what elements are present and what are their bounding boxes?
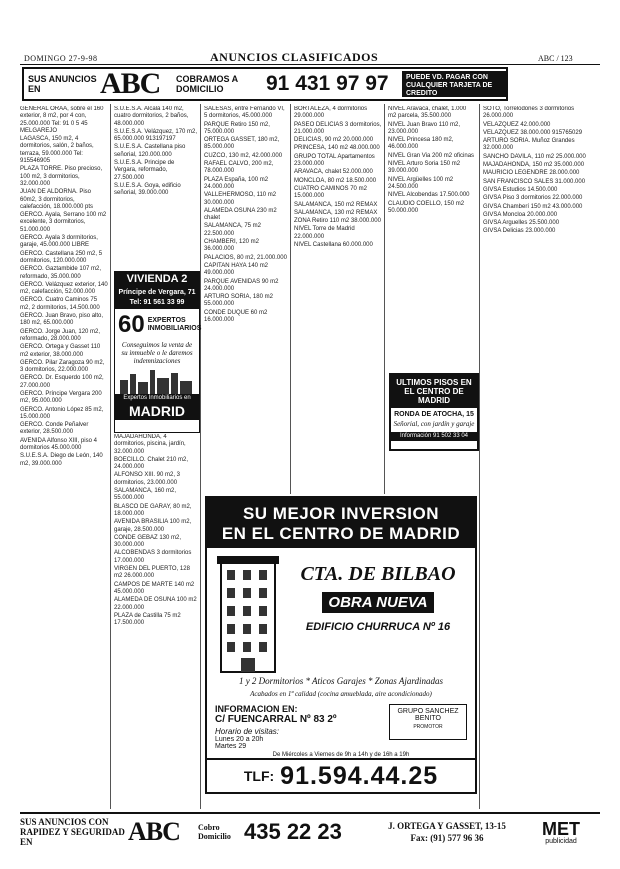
banner-left-text: SUS ANUNCIOS EN [28, 74, 97, 94]
classified-listing: S.U.E.S.A. Diego de León, 140 m2, 39.000.000 [20, 453, 103, 467]
classified-listing: CAPITAN HAYA 140 m2 49.000.000 [204, 262, 269, 277]
column-divider [384, 104, 385, 494]
header-rule [20, 64, 600, 65]
classified-listing: CONDE GEBAZ 130 m2, 30.000.000 [114, 534, 182, 549]
classified-listing: S.U.E.S.A. Goya, edificio señorial, 39.000.000 [114, 182, 181, 197]
classified-listing: NIVEL Gran Via 200 m2 oficinas [388, 152, 475, 159]
classified-listing: AVENIDA Alfonso XIII, piso 4 dormitorios 45.000.000 [20, 437, 97, 452]
classified-listing: S.U.E.S.A. Principe de Vergara, reformado, 27.500.000 [114, 160, 175, 181]
classified-listing: BOECILLO. Chalet 210 m2, 24.000.000 [114, 456, 189, 471]
classified-listing: GERCO. Castellana 250 m2, 5 dormitorios, 120.000.000 [20, 250, 103, 264]
ad-lunes: Lunes 20 a 20h [215, 736, 264, 743]
classified-listing: GERCO. Ayala, Serrano 100 m2 excelente, 3 dormitorios, 51.000.000 [20, 212, 107, 233]
ad-grupo: GRUPO SANCHEZ BENITO [397, 708, 459, 722]
ad-headline-1: SU MEJOR INVERSION [242, 504, 440, 523]
column-divider [479, 104, 480, 809]
classified-listing: AVENIDA BRASILIA 100 m2, garaje, 28.500.000 [114, 519, 192, 533]
classified-listing: NIVEL Aravaca, chalet, 1.000 m2 parcela, 35.500.000 [388, 106, 467, 120]
classified-listing: CAMPOS DE MARTE 140 m2 45.000.000 [114, 581, 195, 595]
classified-listing: MONCLOA, 80 m2 18.500.000 [294, 177, 377, 184]
classified-listing: SOTO, Torrelodones 3 dormitorios 26.000.000 [483, 106, 575, 120]
banner-right-text: PUEDE VD. PAGAR CON CUALQUIER TARJETA DE CREDITO [402, 71, 506, 97]
footer-left-text: SUS ANUNCIOS CON RAPIDEZ Y SEGURIDAD EN [20, 817, 125, 847]
classified-listing: NIVEL Princesa 180 m2, 46.000.000 [388, 137, 454, 151]
ad-tlf: 91.594.44.25 [280, 761, 439, 790]
ad-martes: Martes 29 [215, 743, 247, 750]
classified-listing: PLAZA TORRE. Piso precioso, 100 m2, 3 dormitorios, 32.000.000 [20, 166, 103, 187]
classified-listing: ALCOBENDAS 3 dormitorios 17.000.000 [114, 550, 192, 564]
classified-listing: GERCO. Jorge Juan, 120 m2, reformado, 28.000.000 [20, 328, 101, 342]
classified-listing: VIRGEN DEL PUERTO, 128 m2 26.000.000 [114, 566, 190, 580]
footer-rule [20, 812, 600, 814]
classified-listing: RAFAEL CALVO, 200 m2, 78.000.000 [204, 161, 274, 175]
classified-listing: VELAZQUEZ 42.000.000 [483, 121, 551, 128]
vivienda-slogan: Conseguimos la venta de su inmueble o le daremos indemnizaciones [121, 341, 193, 365]
classified-listing: GERCO. Pilar Zaragoza 90 m2, 3 dormitorios, 22.000.000 [20, 359, 105, 374]
classified-listing: PALACIOS, 80 m2, 21.000.000 [204, 254, 287, 261]
classified-listing: GIVSA Moncloa 20.000.000 [483, 211, 558, 218]
classified-listing: MAJADAHONDA, 150 m2 35.000.000 [483, 162, 585, 169]
classified-listing: GERCO. Cuatro Caminos 75 m2, 2 dormitorios, 14.500.000 [20, 297, 100, 311]
classified-listing: CLAUDIO COELLO, 150 m2 50.000.000 [388, 200, 465, 214]
classified-listing: SALAMANCA, 160 m2, 55.000.000 [114, 488, 177, 502]
classified-listing: SALAMANCA, 130 m2 REMAX [294, 209, 378, 216]
classified-listing: ARAVACA, chalet 52.000.000 [294, 169, 373, 176]
vivienda-number: 60 [118, 311, 145, 338]
classified-listing: GERCO. Antonio López 85 m2, 15.000.000 [20, 406, 104, 420]
ad-info-title: INFORMACION EN: [215, 704, 298, 714]
ad-horario: Horario de visitas: [215, 727, 280, 736]
vivienda-2-ad [114, 271, 200, 433]
vivienda-title: VIVIENDA 2 [115, 272, 199, 287]
building-illustration [213, 554, 283, 674]
classified-listing: GERCO. Gaztambide 107 m2, reformado, 35.000.000 [20, 266, 102, 280]
vivienda-phone: Tel: 91 561 33 99 [115, 298, 199, 309]
classified-listing: GERCO. Conde Peñalver exterior, 28.500.000 [20, 422, 89, 436]
ad-headline-2: EN EL CENTRO DE MADRID [221, 524, 461, 543]
classified-listing: NIVEL Argüelles 100 m2 24.500.000 [388, 176, 454, 190]
classified-listing: CHAMBERI, 120 m2 36.000.000 [204, 239, 260, 253]
city-skyline-illustration [115, 368, 197, 394]
classified-listing: GERCO. Dr. Esquerdo 100 m2, 27.000.000 [20, 375, 104, 389]
classified-listing: ALFONSO XIII. 90 m2, 3 dormitorios, 23.000.000 [114, 472, 181, 486]
classified-listing: NIVEL Castellana 60.000.000 [294, 242, 373, 249]
classified-listing: BORTALEZA, 4 dormitorios 29.000.000 [294, 106, 368, 120]
classified-listing: MAURICIO LEGENDRE 28.000.000 [483, 170, 580, 177]
classified-listing: GERCO. Juan Bravo, piso alto, 180 m2, 65.000.000 [20, 313, 104, 327]
vivienda-specialists: Expertos Inmobiliarios en [115, 394, 199, 402]
ultimos-info: Información 91 502 33 04 [391, 432, 477, 441]
classified-listing: NIVEL Alcobendas 17.500.000 [388, 192, 470, 199]
classified-listing: ARTURO SORIA. Muñoz Grandes 32.000.000 [483, 138, 575, 152]
classified-listing: MAJADAHONDA, 4 dormitorios, piscina, jardín, 32.000.000 [114, 434, 186, 455]
classified-listing: GIVSA Chamberí 150 m2 43.000.000 [483, 203, 583, 210]
ad-promotor: PROMOTOR [413, 724, 443, 730]
classified-listing: VELAZQUEZ 38.000.000 915765029 [483, 129, 583, 136]
classified-listing: PARQUE AVENIDAS 90 m2 24.000.000 [204, 278, 279, 292]
classified-listing: PLAZA España, 100 m2 24.000.000 [204, 176, 269, 190]
classified-listing: ZONA Retiro 110 m2 38.000.000 [294, 218, 381, 225]
ultimos-address: RONDA DE ATOCHA, 15 [394, 411, 474, 418]
classified-listing: S.U.E.S.A. Alcalá 140 m2, cuatro dormitorios, 2 baños, 48.000.000 [114, 106, 189, 127]
classified-listing: GERCO. Ayala 3 dormitorios, garaje, 45.000.000 LIBRE [20, 235, 98, 249]
classified-listing: ALAMEDA DE OSUNA 100 m2 22.000.000 [114, 597, 197, 611]
classified-listing: BLASCO DE GARAY, 80 m2, 18.000.000 [114, 503, 192, 517]
classified-listing: PRINCESA, 140 m2 48.000.000 [294, 145, 380, 152]
ultimos-extra: Señorial, con jardín y garaje [393, 420, 475, 428]
classifieds-column-6 [483, 106, 601, 806]
ad-street: CTA. DE BILBAO [300, 563, 456, 585]
classifieds-column-5 [388, 106, 476, 370]
classified-listing: NIVEL Torre de Madrid 22.000.000 [294, 226, 355, 240]
classifieds-column-2-bottom [114, 434, 198, 806]
classified-listing: LAGASCA, 150 m2, 4 dormitorios, salón, 2 baños, terraza, 59.000.000 Tel: 915546905 [20, 136, 94, 165]
banner-cobramos: COBRAMOS A DOMICILIO [176, 74, 238, 94]
classified-listing: GIVSA Estudios 14.500.000 [483, 186, 558, 193]
vivienda-experts: EXPERTOS INMOBILIARIOS [147, 317, 202, 332]
classified-listing: GERCO. Ortega y Gasset 110 m2 exterior, 38.000.000 [20, 344, 101, 358]
classified-listing: DELICIAS, 90 m2 20.000.000 [294, 137, 374, 144]
footer-phone: 435 22 23 [244, 819, 342, 844]
classified-listing: GENERAL ORAA, sobre el 160 exterior, 8 m2, por 4 con, 25.000.000 Tel: 91 0 5 45 MELGAREJO [20, 106, 104, 134]
ad-obra-nueva: OBRA NUEVA [322, 592, 433, 613]
ultimos-pisos-ad [389, 373, 479, 451]
footer-address: J. ORTEGA Y GASSET, 13-15 [388, 821, 506, 831]
classifieds-column-2-top [114, 106, 198, 266]
cta-bilbao-ad [205, 496, 477, 794]
classified-listing: PASEO DELICIAS 3 dormitorios, 21.000.000 [294, 121, 382, 135]
section-title: ANUNCIOS CLASIFICADOS [210, 50, 379, 64]
vivienda-city: MADRID [115, 402, 199, 420]
classified-listing: VALLEHERMOSO, 110 m2 30.000.000 [204, 192, 277, 206]
classifieds-column-1 [20, 106, 108, 806]
issue-date: DOMINGO 27-9-98 [24, 54, 98, 63]
classified-listing: PLAZA de Castilla 75 m2 17.500.000 [114, 612, 181, 627]
classifieds-column-3 [204, 106, 288, 494]
banner-phone: 91 431 97 97 [266, 72, 389, 95]
column-divider [290, 104, 291, 494]
classified-listing: ALAMEDA OSUNA 230 m2 chalet [204, 207, 277, 222]
classified-listing: GRUPO TOTAL Apartamentos 23.000.000 [294, 153, 375, 168]
banner-brand: ABC [100, 67, 161, 100]
footer-fax: Fax: (91) 577 96 36 [410, 833, 484, 843]
classified-listing: ARTURO SORIA, 180 m2 55.000.000 [204, 294, 273, 308]
footer-cobro: Cobro Domicilio [198, 823, 231, 841]
classified-listing: SALESAS, entre Fernando VI, 5 dormitorios, 45.000.000 [204, 106, 285, 120]
ad-info-address: C/ FUENCARRAL Nº 83 2º [215, 714, 337, 725]
classified-listing: NIVEL Arturo Soria 150 m2 39.000.000 [388, 161, 461, 175]
vivienda-address: Príncipe de Vergara, 71 [115, 287, 199, 298]
footer-ad [20, 817, 600, 847]
classified-listing: S.U.E.S.A. Castellana piso señorial, 120.000.000 [114, 144, 186, 158]
classifieds-column-4 [294, 106, 382, 494]
ad-edificio: EDIFICIO CHURRUCA Nº 16 [305, 621, 451, 633]
classified-listing: CUATRO CAMINOS 70 m2 15.000.000 [294, 185, 367, 200]
top-banner-ad [22, 67, 508, 101]
footer-met-logo: MET [542, 818, 580, 839]
classified-listing: CUZCO, 130 m2, 42.000.000 [204, 152, 283, 159]
column-divider [200, 104, 201, 809]
column-divider [110, 104, 111, 809]
classified-listing: SALAMANCA, 75 m2 22.500.000 [204, 223, 262, 237]
ad-tlf-label: TLF: [243, 768, 275, 784]
classified-listing: GERCO. Príncipe Vergara 200 m2, 95.000.000 [20, 390, 102, 405]
classified-listing: PARQUE Retiro 150 m2, 75.000.000 [204, 121, 270, 135]
classified-listing: S.U.E.S.A. Velázquez, 170 m2, 65.000.000 913197197 [114, 128, 198, 143]
classified-listing: JUAN DE ALDORNA. Piso 60m2, 3 dormitorios, calefacción, 18.000.000 pts [20, 189, 94, 210]
ultimos-title: ULTIMOS PISOS EN EL CENTRO DE MADRID [391, 375, 477, 408]
classified-listing: CONDE DUQUE 60 m2 16.000.000 [204, 309, 268, 324]
classified-listing: GIVSA Arguelles 25.500.000 [483, 220, 560, 227]
classified-listing: GIVSA Delicias 23.000.000 [483, 228, 556, 235]
footer-met-sub: publicidad [545, 837, 577, 845]
classified-listing: GERCO. Velázquez exterior, 140 m2, calefacción, 52.000.000 [20, 281, 108, 296]
classified-listing: NIVEL Juan Bravo 110 m2, 23.000.000 [388, 121, 461, 135]
classified-listing: SALAMANCA, 150 m2 REMAX [294, 201, 378, 208]
classified-listing: SANCHO DAVILA, 110 m2 25.000.000 [483, 153, 586, 160]
ad-features: 1 y 2 Dormitorios * Aticos Garajes * Zonas Ajardinadas [238, 676, 444, 686]
footer-brand: ABC [128, 817, 180, 846]
classified-listing: SAN FRANCISCO SALES 31.000.000 [483, 178, 586, 185]
classified-listing: GIVSA Piso 3 dormitorios 22.000.000 [483, 195, 583, 202]
page-number: ABC / 123 [538, 54, 573, 63]
classified-listing: ORTEGA GASSET, 180 m2, 85.000.000 [204, 137, 280, 151]
ad-semana: De Miércoles a Viernes de 9h a 14h y de 16h a 19h [272, 752, 410, 758]
ad-acabados: Acabados en 1ª calidad (cocina amueblada, aire acondicionado) [250, 690, 432, 698]
